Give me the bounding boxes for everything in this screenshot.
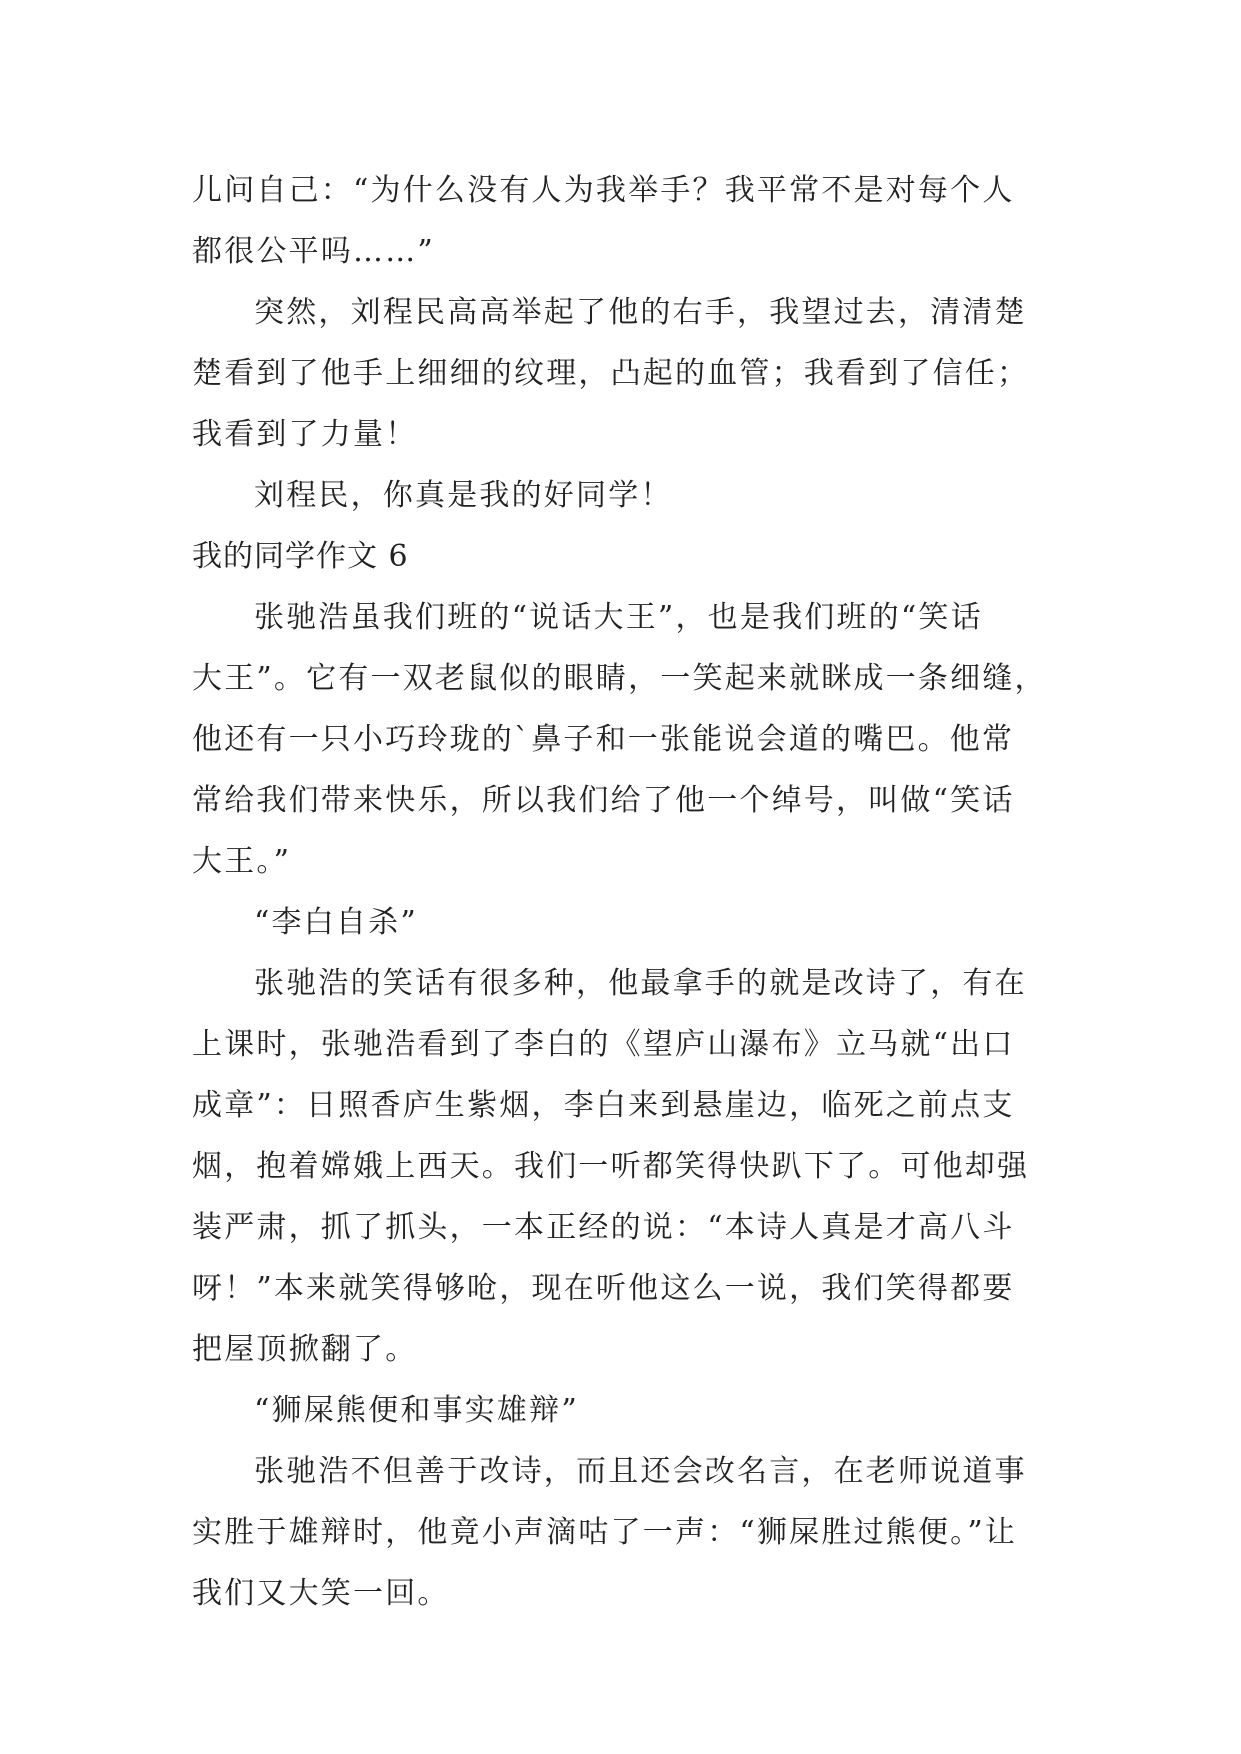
subheading-line: “狮屎熊便和事实雄辩” <box>254 1393 579 1428</box>
text-line: 大王。” <box>192 844 292 879</box>
text-line: 突然，刘程民高高举起了他的右手，我望过去，清清楚 <box>254 295 1027 330</box>
text-line: 实胜于雄辩时，他竟小声滴咕了一声：“狮屎胜过熊便。”让 <box>192 1515 1018 1550</box>
text-line: 儿问自己：“为什么没有人为我举手？我平常不是对每个人 <box>192 173 1015 208</box>
text-line: 我看到了力量！ <box>192 417 418 452</box>
text-line: 呀！”本来就笑得够呛，现在听他这么一说，我们笑得都要 <box>192 1271 1015 1306</box>
section-heading: 我的同学作文 6 <box>192 539 409 574</box>
text-line: 张驰浩不但善于改诗，而且还会改名言，在老师说道事 <box>254 1454 1027 1489</box>
text-line: 楚看到了他手上细细的纹理，凸起的血管；我看到了信任； <box>192 356 1030 391</box>
text-line: 刘程民，你真是我的好同学！ <box>254 478 673 513</box>
text-line: 成章”：日照香庐生紫烟，李白来到悬崖边，临死之前点支 <box>192 1088 1015 1123</box>
text-line: 把屋顶掀翻了。 <box>192 1332 418 1367</box>
text-line: 张驰浩的笑话有很多种，他最拿手的就是改诗了，有在 <box>254 966 1027 1001</box>
text-line: 张驰浩虽我们班的“说话大王”，也是我们班的“笑话 <box>254 600 983 635</box>
text-line: 上课时，张驰浩看到了李白的《望庐山瀑布》立马就“出口 <box>192 1027 1015 1062</box>
text-line: 装严肃，抓了抓头，一本正经的说：“本诗人真是才高八斗 <box>192 1210 1015 1245</box>
subheading-line: “李白自杀” <box>254 905 418 940</box>
text-line: 常给我们带来快乐，所以我们给了他一个绰号，叫做“笑话 <box>192 783 1015 818</box>
document-body <box>192 160 1062 1624</box>
text-line: 大王”。它有一双老鼠似的眼睛，一笑起来就眯成一条细缝， <box>192 661 1047 696</box>
text-line: 都很公平吗……” <box>192 234 435 269</box>
text-line: 烟，抱着嫦娥上西天。我们一听都笑得快趴下了。可他却强 <box>192 1149 1030 1184</box>
text-line: 我们又大笑一回。 <box>192 1576 450 1611</box>
text-line: 他还有一只小巧玲珑的`鼻子和一张能说会道的嘴巴。他常 <box>192 722 1015 757</box>
